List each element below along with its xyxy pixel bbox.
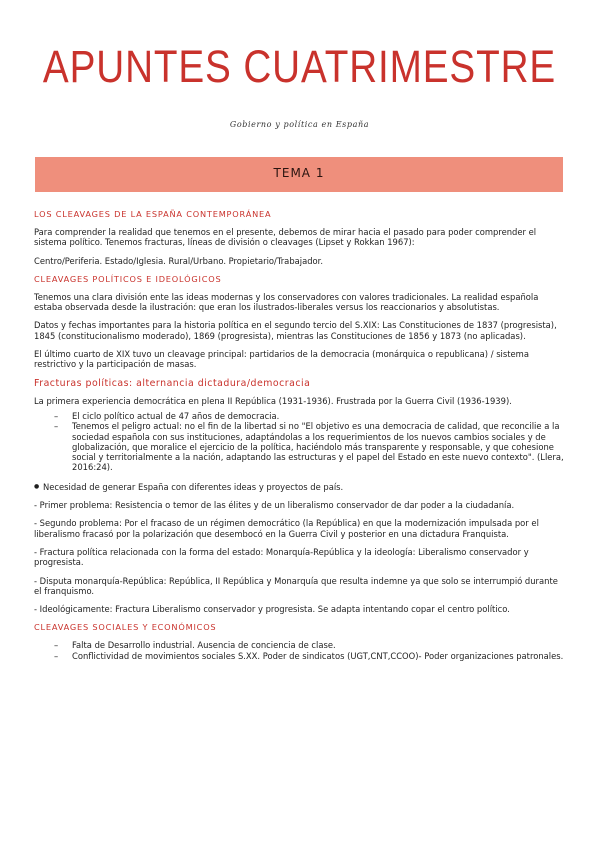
note-paragraph: - Fractura política relacionada con la forma del estado: Monarquía-República y la ideología: Liberalismo conservador y progresista. — [34, 546, 529, 568]
bullet-item: ● Necesidad de generar España con diferentes ideas y proyectos de país. — [34, 482, 566, 492]
list-item: – Falta de Desarrollo industrial. Ausencia de conciencia de clase. — [54, 640, 566, 650]
list-item: – Tenemos el peligro actual: no el fin de la libertad si no "El objetivo es una democracia de calidad, que reconcilie a la sociedad española con sus instituciones, adaptándolas a los requerimientos de los nuevos cambios sociales y de globalización, que moralice el ejercicio de la política, haciéndolo más transparente y responsable, y que cohesione social y territorialmente a la nación, adaptando las estructuras y el papel del Estado en este nuevo contexto". (Llera, 2016:24). — [54, 421, 566, 472]
topic-banner-label: TEMA 1 — [273, 166, 325, 180]
dash-list — [34, 411, 566, 473]
section-heading: CLEAVAGES SOCIALES Y ECONÓMICOS — [34, 622, 217, 633]
page-subtitle: Gobierno y política en España — [229, 120, 370, 129]
paragraph: Datos y fechas importantes para la historia política en el segundo tercio del S.XIX: Las Constituciones de 1837 (progresista), 1845 (constitucionalismo moderado), 1869 (progresista), mientras las Constituciones de 1856 y 1873 (no aplicadas). — [34, 320, 557, 341]
paragraph: Centro/Periferia. Estado/Iglesia. Rural/Urbano. Propietario/Trabajador. — [34, 255, 324, 266]
note-paragraph: - Segundo problema: Por el fracaso de un régimen democrático (la República) en que la modernización impulsada por el liberalismo fracasó por la polarización que desembocó en la Guerra Civil y posterior en una dictadura Franquista. — [34, 518, 539, 539]
list-item: – El ciclo político actual de 47 años de democracia. — [54, 411, 566, 421]
page-title: APUNTES CUATRIMESTRE — [42, 41, 557, 92]
section-heading: Fracturas políticas: alternancia dictadura/democracia — [34, 377, 311, 389]
paragraph: Tenemos una clara división ente las ideas modernas y los conservadores con valores tradicionales. La realidad española estaba observada desde la ilustración: que eran los ilustrados-liberales versus los reaccionarios y absolutistas. — [34, 291, 539, 313]
note-paragraph: - Primer problema: Resistencia o temor de las élites y de un liberalismo conservador de dar poder a la ciudadanía. — [34, 500, 515, 511]
list-item: – Conflictividad de movimientos sociales S.XX. Poder de sindicatos (UGT,CNT,CCOO)- Poder organizaciones patronales. — [54, 651, 566, 661]
paragraph: La primera experiencia democrática en plena II República (1931-1936). Frustrada por la Guerra Civil (1936-1939). — [34, 395, 512, 406]
note-paragraph: - Disputa monarquía-República: República, II República y Monarquía que resulta indemne ya que solo se interrumpió durante el franquismo. — [34, 575, 558, 596]
section-heading: LOS CLEAVAGES DE LA ESPAÑA CONTEMPORÁNEA — [34, 209, 272, 219]
note-paragraph: - Ideológicamente: Fractura Liberalismo conservador y progresista. Se adapta intentando copar el centro político. — [34, 604, 510, 615]
paragraph: El último cuarto de XIX tuvo un cleavage principal: partidarios de la democracia (monárquica o republicana) / sistema restrictivo y la participación de masas. — [34, 349, 529, 370]
section-heading: CLEAVAGES POLÍTICOS E IDEOLÓGICOS — [34, 273, 222, 284]
notes-content — [34, 209, 566, 670]
dash-list — [34, 640, 566, 661]
paragraph: Para comprender la realidad que tenemos en el presente, debemos de mirar hacia el pasado para poder comprender el sistema político. Tenemos fracturas, líneas de división o cleavages (Lipset y Rokkan 1967): — [34, 227, 537, 248]
topic-banner — [35, 157, 563, 192]
